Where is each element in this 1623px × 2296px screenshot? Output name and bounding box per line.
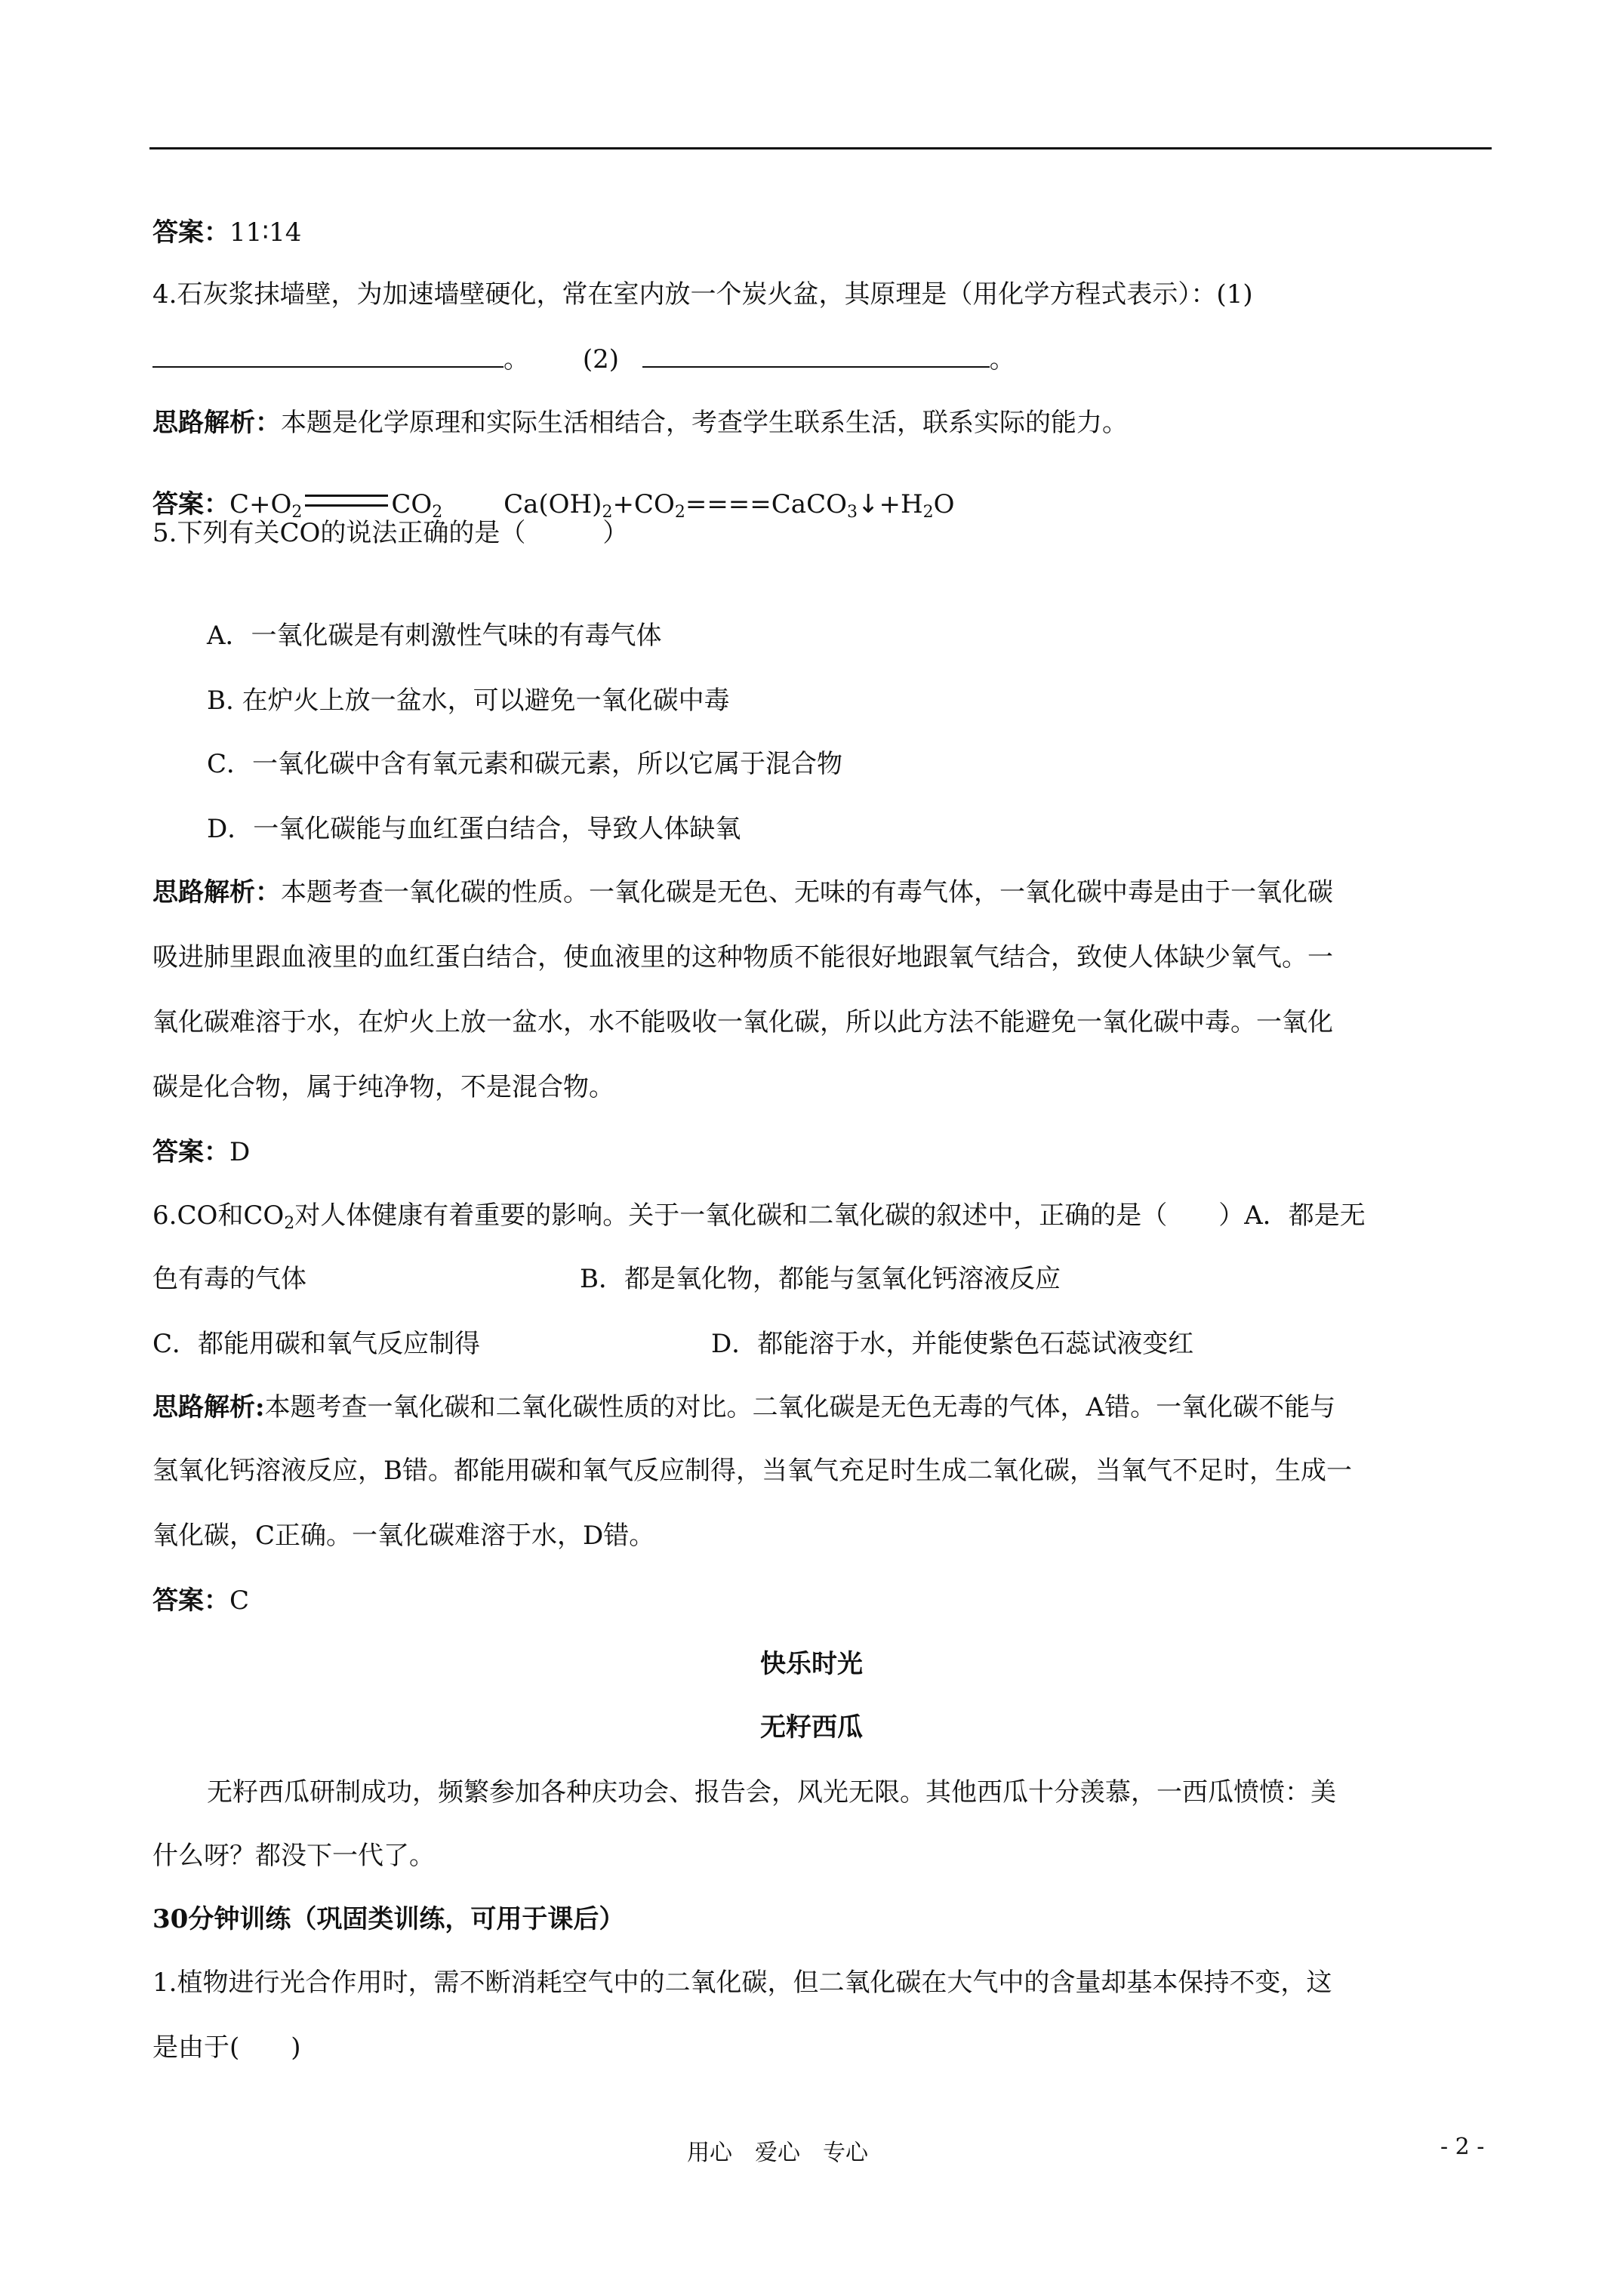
eq2-e: O [933,489,955,519]
q6-line2-a: 色有毒的气体 [152,1264,306,1294]
blank-2 [642,344,990,368]
eq1-right: CO [391,489,433,519]
q5-analysis-line-1 [152,876,1333,909]
answer-label: 答案： [152,1137,229,1167]
q5-option-c: C．一氧化碳中含有氧元素和碳元素，所以它属于混合物 [207,749,843,779]
equals-bar [305,495,388,507]
eq2-c: ====CaCO [685,489,847,519]
q6-line3-a: C．都能用碳和氧气反应制得 [152,1329,481,1359]
section-title: 30分钟训练（巩固类训练，可用于课后） [152,1904,625,1934]
happy-line-1: 无籽西瓜研制成功，频繁参加各种庆功会、报告会，风光无限。其他西瓜十分羡慕，一西瓜愤愤：美 [207,1777,1336,1808]
q3-answer [152,216,301,249]
eq2-a: Ca(OH) [504,489,602,519]
analysis-label: 思路解析: [152,1392,265,1422]
q6-analysis-line-2: 氢氧化钙溶液反应，B错。都能用碳和氧气反应制得，当氧气充足时生成二氧化碳，当氧气不足时，生成一 [152,1456,1352,1486]
q6-stem-b: 对人体健康有着重要的影响。关于一氧化碳和二氧化碳的叙述中，正确的是（ ）A．都是无 [294,1200,1366,1231]
eq1-right-sub: 2 [432,503,443,522]
q4-end: 。 [989,344,1015,374]
eq2-d: +H [879,489,923,519]
q4-blanks [152,343,1015,376]
q5-answer [152,1136,250,1169]
q6-analysis-line-3: 氧化碳，C正确。一氧化碳难溶于水，D错。 [152,1521,655,1551]
q4-stem: 4.石灰浆抹墙壁，为加速墙壁硬化，常在室内放一个炭火盆，其原理是（用化学方程式表示）：(1) [152,279,1253,310]
q6-line2-b: B．都是氧化物，都能与氢氧化钙溶液反应 [580,1264,1061,1294]
eq2-b-sub: 2 [674,503,685,522]
q4-analysis [152,406,1128,439]
eq2-d-sub: 2 [922,503,934,522]
q6-answer [152,1584,249,1617]
page-number: - 2 - [1440,2134,1485,2160]
happy-title: 无籽西瓜 [760,1712,863,1743]
q4-sep: 。 [504,344,529,374]
q5-option-d: D．一氧化碳能与血红蛋白结合，导致人体缺氧 [207,814,741,844]
q5-option-b: B. 在炉火上放一盆水，可以避免一氧化碳中毒 [207,686,730,716]
q5-stem: 5.下列有关CO的说法正确的是（ ） [152,518,629,548]
q4-part2: (2) [582,344,619,374]
answer-label: 答案： [152,1586,229,1616]
happy-line-2: 什么呀？都没下一代了。 [152,1841,435,1871]
answer-value: C [229,1586,250,1616]
s30-q1-line-1: 1.植物进行光合作用时，需不断消耗空气中的二氧化碳，但二氧化碳在大气中的含量却基本保持不变，这 [152,1968,1332,1998]
q6-analysis-line-1 [152,1391,1335,1424]
answer-value: 11∶14 [229,217,302,248]
blank-1 [152,344,504,368]
q5-option-a: A．一氧化碳是有刺激性气味的有毒气体 [207,621,662,651]
analysis-text: 本题是化学原理和实际生活相结合，考查学生联系生活，联系实际的能力。 [281,408,1128,438]
q6-line3-b: D．都能溶于水，并能使紫色石蕊试液变红 [711,1329,1194,1359]
analysis-text: 本题考查一氧化碳和二氧化碳性质的对比。二氧化碳是无色无毒的气体，A错。一氧化碳不能与 [264,1392,1336,1422]
analysis-label: 思路解析： [152,877,281,908]
q6-stem [152,1199,1366,1240]
answer-value: D [229,1137,251,1167]
eq1-left: C+O [229,489,292,519]
analysis-text: 本题考查一氧化碳的性质。一氧化碳是无色、无味的有毒气体，一氧化碳中毒是由于一氧化碳 [281,877,1333,908]
eq2-a-sub: 2 [602,503,613,522]
analysis-label: 思路解析： [152,408,281,438]
answer-label: 答案： [152,489,229,519]
q5-analysis-line-3: 氧化碳难溶于水，在炉火上放一盆水，水不能吸收一氧化碳，所以此方法不能避免一氧化碳中毒。一氧化 [152,1007,1333,1037]
q5-analysis-line-2: 吸进肺里跟血液里的血红蛋白结合，使血液里的这种物质不能很好地跟氧气结合，致使人体缺少氧气。一 [152,942,1333,972]
footer-motto: 用心 爱心 专心 [687,2140,868,2166]
down-arrow-icon: ↓ [857,489,879,519]
eq1-sub: 2 [291,503,303,522]
eq2-c-sub: 3 [846,503,858,522]
happy-heading: 快乐时光 [760,1649,863,1679]
eq2-b: +CO [612,489,675,519]
q6-stem-sub: 2 [284,1214,295,1233]
answer-label: 答案： [152,217,229,248]
q6-stem-a: 6.CO和CO [152,1200,285,1231]
header-rule [149,147,1492,149]
s30-q1-line-2: 是由于( ) [152,2032,301,2063]
q5-analysis-line-4: 碳是化合物，属于纯净物，不是混合物。 [152,1072,614,1102]
